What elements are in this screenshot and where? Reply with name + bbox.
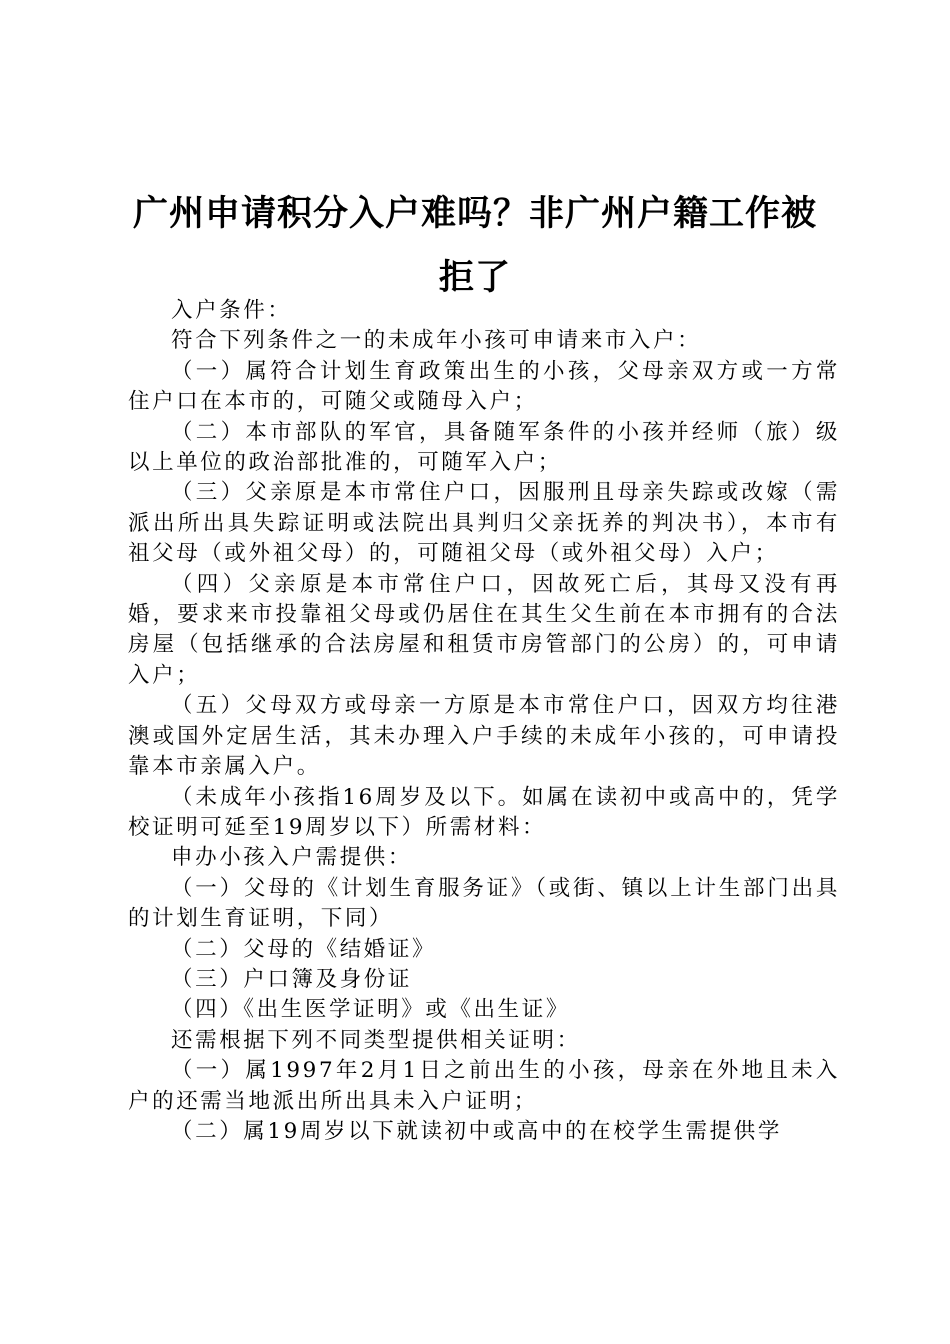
paragraph-required-docs-intro: 申办小孩入户需提供： <box>171 845 413 871</box>
paragraph-additional-proof-intro: 还需根据下列不同类型提供相关证明： <box>171 1027 581 1053</box>
paragraph-proof-1: （一）属1997年2月1日之前出生的小孩，母亲在外地且未入户的还需当地派出所出具未入户证明； <box>128 1058 840 1114</box>
document-body <box>128 296 840 1147</box>
paragraph-doc-2: （二）父母的《结婚证》 <box>171 936 437 962</box>
paragraph-proof-2: （二）属19周岁以下就读初中或高中的在校学生需提供学 <box>171 1118 782 1144</box>
paragraph-condition-1: （一）属符合计划生育政策出生的小孩，父母亲双方或一方常住户口在本市的，可随父或随母入户； <box>128 358 840 415</box>
paragraph-doc-4: （四）《出生医学证明》或《出生证》 <box>171 997 570 1023</box>
paragraph-condition-4: （四）父亲原是本市常住户口，因故死亡后，其母又没有再婚，要求来市投靠祖父母或仍居住在其生父生前在本市拥有的合法房屋（包括继承的合法房屋和租赁市房管部门的公房）的，可申请入户； <box>128 571 840 688</box>
document-title: 广州申请积分入户难吗？非广州户籍工作被拒了 <box>132 194 817 298</box>
paragraph-condition-3: （三）父亲原是本市常住户口，因服刑且母亲失踪或改嫁（需派出所出具失踪证明或法院出具判归父亲抚养的判决书），本市有祖父母（或外祖父母）的，可随祖父母（或外祖父母）入户； <box>128 480 840 567</box>
paragraph-entry-conditions: 入户条件： <box>171 298 292 323</box>
paragraph-age-note: （未成年小孩指16周岁及以下。如属在读初中或高中的，凭学校证明可延至19周岁以下）所需材料： <box>128 784 840 840</box>
paragraph-condition-2: （二）本市部队的军官，具备随军条件的小孩并经师（旅）级以上单位的政治部批准的，可随军入户； <box>128 419 840 476</box>
paragraph-doc-1: （一）父母的《计划生育服务证》（或街、镇以上计生部门出具的计划生育证明，下同） <box>128 875 840 932</box>
paragraph-eligibility-intro: 符合下列条件之一的未成年小孩可申请来市入户： <box>171 328 702 354</box>
paragraph-condition-5: （五）父母双方或母亲一方原是本市常住户口，因双方均往港澳或国外定居生活，其未办理入户手续的未成年小孩的，可申请投靠本市亲属入户。 <box>128 693 840 780</box>
paragraph-doc-3: （三）户口簿及身份证 <box>171 966 413 992</box>
